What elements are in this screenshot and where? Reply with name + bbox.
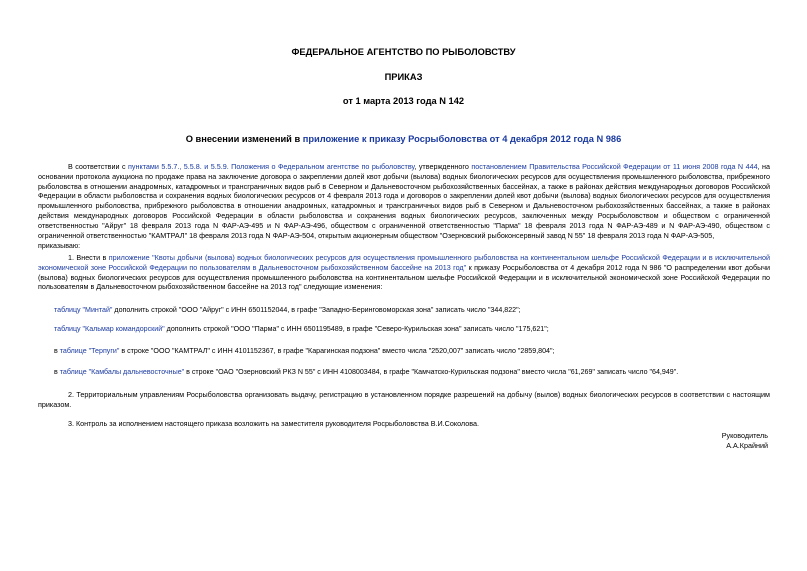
table-link-squid[interactable]: таблицу "Кальмар командорский"	[54, 325, 165, 333]
change-text: дополнить строкой "ООО "Айруг" с ИНН 6501152044, в графе "Западно-Беринговоморская зона" записать число "344,822";	[112, 306, 521, 314]
preamble-text-2: , утвержденного	[414, 162, 472, 171]
signatory-position: Руководитель	[721, 431, 768, 440]
item-2-paragraph: 2. Территориальным управлениям Росрыболовства организовать выдачу, регистрацию в установленном порядке разрешений на добычу (вылов) водных биологических ресурсов в соответствии с настоящим приказом.	[38, 390, 770, 409]
preamble-text-3: , на основании протокола аукциона по продаже права на заключение договора о закреплении долей квот добычи (вылова) водных биологических ресурсов для осуществления промышленного рыболовства, прибрежного рыболовства в отношении анадромных, катадромных и трансграничных видов рыб в Северном и Дальневосточном рыбохозяйственных бассейнах, а также в районах действия международных договоров Российской Федерации в области рыболовства и сохранения водных биологических ресурсов от 4 февраля 2013 года и договоров о закреплении долей квот добычи (вылова) водных биологических ресурсов для осуществления промышленного рыболовства, прибрежного рыболовства в отношении анадромных, катадромных и трансграничных видов рыб в Северном и Дальневосточном рыбохозяйственных бассейнах, а также в районах действия международных договоров Российской Федерации в области рыболовства и сохранения водных биологических ресурсов, заключенных между Росрыболовством и обществом с ограниченной ответственностью "Айруг" 18 февраля 2013 года N ФАР-АЭ-495 и N ФАР-АЭ-496, обществом с ограниченной ответственностью "Парма" 18 февраля 2013 года N ФАР-АЭ-489 и N ФАР-АЭ-490, обществом с ограниченной ответственностью "КАМТРАЛ" 18 февраля 2013 года N ФАР-АЭ-504, открытым акционерным обществом "Озерновский рыбоконсервный завод N 55" 18 февраля 2013 года N ФАР-АЭ-505,	[38, 162, 771, 240]
change-line-squid	[54, 325, 549, 334]
table-link-pollock[interactable]: таблицу "Минтай"	[54, 306, 113, 314]
table-link-flounder[interactable]: таблице "Камбалы дальневосточные"	[59, 368, 185, 376]
change-line-flounder	[54, 368, 678, 377]
item-1-text-2: к приказу Росрыболовства от 4 декабря 2012 года N 986 "О распределении квот добычи (вылова) водных биологических ресурсов для осуществления промышленного рыболовства на континентальном шельфе Российской Федерации и в исключительной экономической зоне Российской Федерации по пользователям в Дальневосточном рыбохозяйственном бассейне на 2013 год" следующие изменения:	[38, 262, 770, 292]
title-link[interactable]: приложение к приказу Росрыболовства от 4 декабря 2012 года N 986	[302, 134, 622, 144]
item-1-text-1: 1. Внести в	[68, 253, 109, 262]
change-prefix: в	[54, 347, 60, 355]
agency-name: ФЕДЕРАЛЬНОЕ АГЕНТСТВО ПО РЫБОЛОВСТВУ	[291, 47, 516, 57]
regulation-link[interactable]: пунктами 5.5.7., 5.5.8. и 5.5.9. Положения о Федеральном агентстве по рыболовству	[128, 162, 415, 171]
document-date-number: от 1 марта 2013 года N 142	[342, 96, 465, 106]
item-1-paragraph	[38, 253, 770, 292]
title-prefix: О внесении изменений в	[185, 134, 303, 144]
item-3-paragraph: 3. Контроль за исполнением настоящего приказа возложить на заместителя руководителя Росрыболовства В.И.Соколова.	[68, 419, 479, 428]
change-line-greenling	[54, 347, 555, 356]
change-text: дополнить строкой "ООО "Парма" с ИНН 6501195489, в графе "Северо-Курильская зона" записать число "175,621";	[164, 325, 549, 333]
signature-block	[722, 431, 768, 450]
change-text: в строке "ООО "КАМТРАЛ" с ИНН 4101152367, в графе "Карагинская подзона" вместо числа "2520,007" записать число "2859,804";	[119, 347, 555, 355]
change-prefix: в	[54, 368, 60, 376]
document-title	[0, 134, 807, 144]
government-decree-link[interactable]: постановлением Правительства Российской Федерации от 11 июня 2008 года N 444	[471, 162, 758, 171]
document-type: ПРИКАЗ	[384, 72, 423, 82]
order-word: приказываю:	[38, 242, 81, 250]
change-line-pollock	[54, 306, 521, 315]
preamble-paragraph	[38, 162, 770, 240]
table-link-greenling[interactable]: таблице "Терпуги"	[59, 347, 120, 355]
signatory-name: А.А.Крайний	[726, 440, 768, 450]
change-text: в строке "ОАО "Озерновский РКЗ N 55" с ИНН 4108003484, в графе "Камчатско-Курильская подзона" вместо числа "61,269" записать число "64,949".	[184, 368, 679, 376]
preamble-text-1: В соответствии с	[68, 162, 129, 171]
appendix-link[interactable]: приложение "Квоты добычи (вылова) водных биологических ресурсов для осуществления промышленного рыболовства на континентальном шельфе Российской Федерации и в исключительной экономической зоне Российской Федерации по пользователям в Дальневосточном рыбохозяйственном бассейне на 2013 год"	[38, 253, 771, 272]
